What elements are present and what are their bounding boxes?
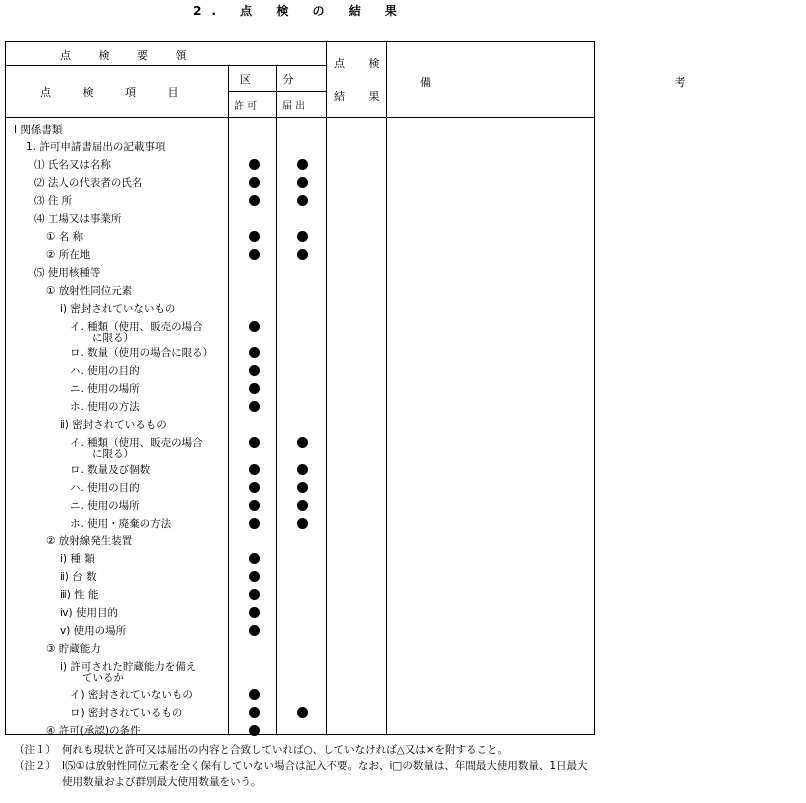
table-row	[0, 625, 600, 643]
check-item-label: ⅳ) 使用目的	[60, 607, 118, 619]
table-row	[0, 518, 600, 536]
header-category: 区 分	[240, 73, 308, 86]
permit-mark	[249, 159, 260, 170]
table-row	[0, 347, 600, 365]
notification-mark	[297, 518, 308, 529]
check-item-label: ③ 貯蔵能力	[46, 643, 101, 655]
check-item-label: ⑵ 法人の代表者の氏名	[34, 177, 143, 189]
header-result-line1: 点 検	[334, 57, 390, 70]
check-item-label-continued: ているか	[82, 672, 124, 684]
permit-mark	[249, 437, 260, 448]
permit-mark	[249, 725, 260, 736]
permit-mark	[249, 482, 260, 493]
header-notification: 届 出	[282, 101, 306, 112]
table-row	[0, 482, 600, 500]
check-item-label: ⑴ 氏名又は名称	[34, 159, 111, 171]
table-row	[0, 589, 600, 607]
check-item-label: Ⅰ 関係書類	[14, 124, 63, 136]
check-item-label: ⅴ) 使用の場所	[60, 625, 127, 637]
table-row	[0, 213, 600, 231]
page-title: 2. 点 検 の 結 果	[193, 4, 407, 18]
header-requirements: 点 検 要 領	[60, 49, 199, 62]
table-row	[0, 553, 600, 571]
table-row	[0, 643, 600, 661]
permit-mark	[249, 347, 260, 358]
permit-mark	[249, 553, 260, 564]
permit-mark	[249, 707, 260, 718]
table-row	[0, 231, 600, 249]
permit-mark	[249, 249, 260, 260]
table-row	[0, 267, 600, 285]
check-item-label: ⅲ) 性 能	[60, 589, 99, 601]
notification-mark	[297, 231, 308, 242]
check-item-label: ロ) 密封されているもの	[70, 707, 183, 719]
table-row	[0, 401, 600, 419]
table-row	[0, 303, 600, 321]
header-remarks: 備 考	[420, 76, 806, 89]
check-item-label: ホ. 使用の方法	[70, 401, 140, 413]
notification-mark	[297, 249, 308, 260]
check-item-label: ロ. 数量（使用の場合に限る）	[70, 347, 214, 359]
table-row	[0, 141, 600, 159]
header-permit: 許 可	[234, 101, 258, 112]
table-row	[0, 195, 600, 213]
permit-mark	[249, 518, 260, 529]
notification-mark	[297, 500, 308, 511]
permit-mark	[249, 571, 260, 582]
check-item-label: ⑸ 使用核種等	[34, 267, 101, 279]
check-item-label: ロ. 数量及び個数	[70, 464, 151, 476]
check-item-label: イ) 密封されていないもの	[70, 689, 193, 701]
table-row	[0, 607, 600, 625]
table-row	[0, 383, 600, 401]
check-item-label: ハ. 使用の目的	[70, 482, 140, 494]
check-item-label: ⅰ) 種 類	[60, 553, 95, 565]
permit-mark	[249, 464, 260, 475]
check-item-label: イ. 種類（使用、販売の場合	[70, 437, 203, 449]
check-item-label: ④ 許可(承認)の条件	[46, 725, 141, 737]
check-item-label: ① 放射性同位元素	[46, 285, 133, 297]
check-item-label-continued: に限る）	[92, 448, 134, 460]
permit-mark	[249, 321, 260, 332]
check-item-label: ⅱ) 密封されているもの	[60, 419, 167, 431]
notification-mark	[297, 159, 308, 170]
notification-mark	[297, 482, 308, 493]
check-item-label: ⑶ 住 所	[34, 195, 73, 207]
notification-mark	[297, 464, 308, 475]
check-item-label: イ. 種類（使用、販売の場合	[70, 321, 203, 333]
header-line	[5, 117, 595, 118]
footnote-2	[14, 758, 594, 790]
check-item-label: ⑷ 工場又は事業所	[34, 213, 122, 225]
notification-mark	[297, 437, 308, 448]
check-item-label: 1. 許可申請書届出の記載事項	[26, 141, 166, 153]
check-item-label: ⅰ) 許可された貯蔵能力を備え	[60, 661, 197, 673]
table-row	[0, 725, 600, 743]
table-row	[0, 419, 600, 437]
table-row	[0, 124, 600, 142]
footnote-1	[14, 742, 594, 758]
table-row	[0, 707, 600, 725]
table-row	[0, 535, 600, 553]
permit-mark	[249, 689, 260, 700]
check-item-label: ホ. 使用・廃棄の方法	[70, 518, 172, 530]
check-item-label: ニ. 使用の場所	[70, 383, 140, 395]
table-row	[0, 321, 600, 344]
permit-mark	[249, 383, 260, 394]
table-row	[0, 365, 600, 383]
footnote-tag: （注１）	[14, 744, 56, 756]
table-row	[0, 571, 600, 589]
check-item-label: ニ. 使用の場所	[70, 500, 140, 512]
check-item-label: ① 名 称	[46, 231, 84, 243]
permit-mark	[249, 195, 260, 206]
permit-mark	[249, 589, 260, 600]
permit-mark	[249, 365, 260, 376]
check-item-label: ハ. 使用の目的	[70, 365, 140, 377]
permit-mark	[249, 607, 260, 618]
permit-mark	[249, 401, 260, 412]
permit-mark	[249, 500, 260, 511]
table-row	[0, 249, 600, 267]
table-row	[0, 689, 600, 707]
header-line	[5, 65, 326, 66]
check-item-label: ⅰ) 密封されていないもの	[60, 303, 176, 315]
notification-mark	[297, 177, 308, 188]
table-row	[0, 464, 600, 482]
permit-mark	[249, 231, 260, 242]
permit-mark	[249, 625, 260, 636]
check-item-label-continued: に限る）	[92, 332, 134, 344]
table-row	[0, 500, 600, 518]
table-row	[0, 661, 600, 684]
check-item-label: ② 所在地	[46, 249, 91, 261]
header-item: 点 検 項 目	[40, 86, 193, 99]
notification-mark	[297, 195, 308, 206]
table-row	[0, 437, 600, 460]
footnote-text: Ⅰ⑸①は放射性同位元素を全く保有していない場合は記入不要。なお、ⅰ□の数量は、年間最大使用数量、1日最大使用数量および群別最大使用数量をいう。	[62, 760, 588, 788]
table-row	[0, 159, 600, 177]
header-result-line2: 結 果	[334, 90, 390, 103]
header-line	[228, 91, 326, 92]
check-item-label: ② 放射線発生装置	[46, 535, 133, 547]
footnote-text: 何れも現状と許可又は届出の内容と合致していれば○、していなければ△又は×を附すること。	[62, 744, 509, 756]
footnotes	[14, 742, 594, 790]
table-row	[0, 285, 600, 303]
notification-mark	[297, 707, 308, 718]
permit-mark	[249, 177, 260, 188]
table-row	[0, 177, 600, 195]
check-item-label: ⅱ) 台 数	[60, 571, 97, 583]
footnote-tag: （注２）	[14, 760, 56, 772]
